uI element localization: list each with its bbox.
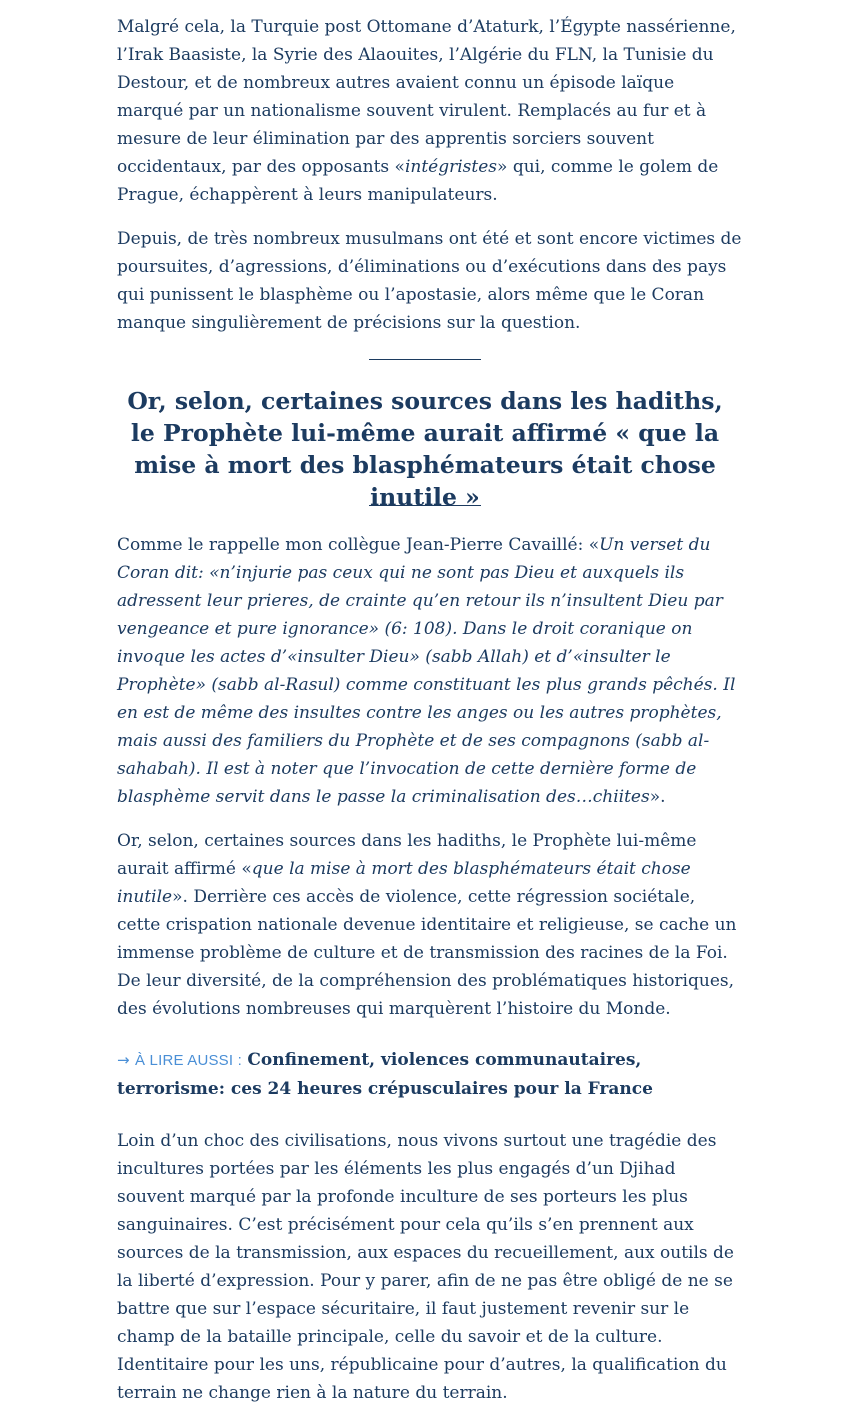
pullquote-bottom-divider (369, 505, 481, 506)
paragraph-italic-text: intégristes (404, 157, 498, 177)
quoted-verse: Un verset du Coran dit: «n’injurie pas ceux qui ne sont pas Dieu et auxquels ils adressent leur prieres, de crainte qu’en retour ils n’insultent Dieu par vengeance et pure ignorance» (6: 108). Dans le droit coranique on invoque les actes d’«insulter Dieu» (sabb Allah) et d’«insulter le Prophète» (sabb al-Rasul) comme constituant les plus grands pêchés. Il en est de même des insultes contre les anges ou les autres prophètes, mais aussi des familiers du Prophète et de ses compagnons (sabb al- sahabah). Il est à noter que l’invocation de cette dernière forme de blasphème servit dans le passe la criminalisation des…chiites (117, 535, 736, 807)
arrow-right-icon: → (117, 1051, 130, 1069)
paragraph-text: » qui, comme le golem de Prague, échappèrent à leurs manipulateurs. (117, 157, 719, 205)
article-paragraph: Depuis, de très nombreux musulmans ont été et sont encore victimes de poursuites, d’agressions, d’éliminations ou d’exécutions dans des pays qui punissent le blasphème ou l’apostasie, alors même que le Coran manque singulièrement de précisions sur la question. (117, 229, 742, 333)
pullquote: Or, selon, certaines sources dans les hadiths, le Prophète lui-même aurait affirmé « que la mise à mort des blasphémateurs était chose inutile » (127, 387, 723, 511)
read-also-link[interactable]: Confinement, violences communautaires, terrorisme: ces 24 heures crépusculaires pour la France (117, 1050, 653, 1099)
paragraph-italic-text: que la mise à mort des blasphémateurs était chose inutile (117, 859, 691, 907)
article-paragraph (117, 827, 742, 1023)
read-also-kicker: À LIRE AUSSI : (134, 1052, 242, 1069)
paragraph-text: ». (649, 787, 666, 807)
paragraph-text: Comme le rappelle mon collègue Jean-Pierre Cavaillé: « (117, 535, 600, 555)
article-paragraph (117, 531, 742, 811)
paragraph-text: Malgré cela, la Turquie post Ottomane d’Ataturk, l’Égypte nassérienne, l’Irak Baasiste, la Syrie des Alaouites, l’Algérie du FLN, la Tunisie du Destour, et de nombreux autres avaient connu un épisode laïque marqué par un nationalisme souvent virulent. Remplacés au fur et à mesure de leur élimination par des apprentis sorciers souvent occidentaux, par des opposants « (117, 17, 736, 177)
article-paragraph (117, 13, 742, 209)
article-paragraph: Loin d’un choc des civilisations, nous vivons surtout une tragédie des incultures portées par les éléments les plus engagés d’un Djihad souvent marqué par la profonde inculture de ses porteurs les plus sanguinaires. C’est précisément pour cela qu’ils s’en prennent aux sources de la transmission, aux espaces du recueillement, aux outils de la liberté d’expression. Pour y parer, afin de ne pas être obligé de ne se battre que sur l’espace sécuritaire, il faut justement revenir sur le champ de la bataille principale, celle du savoir et de la culture. Identitaire pour les uns, républicaine pour d’autres, la qualification du terrain ne change rien à la nature du terrain. (117, 1131, 734, 1403)
paragraph-text: Or, selon, certaines sources dans les hadiths, le Prophète lui-même aurait affirmé « (117, 831, 697, 879)
read-also-block (117, 1046, 742, 1104)
pullquote-top-divider (369, 359, 481, 360)
paragraph-text: ». Derrière ces accès de violence, cette régression sociétale, cette crispation nationale devenue identitaire et religieuse, se cache un immense problème de culture et de transmission des racines de la Foi. De leur diversité, de la compréhension des problématiques historiques, des évolutions nombreuses qui marquèrent l’histoire du Monde. (117, 887, 737, 1019)
